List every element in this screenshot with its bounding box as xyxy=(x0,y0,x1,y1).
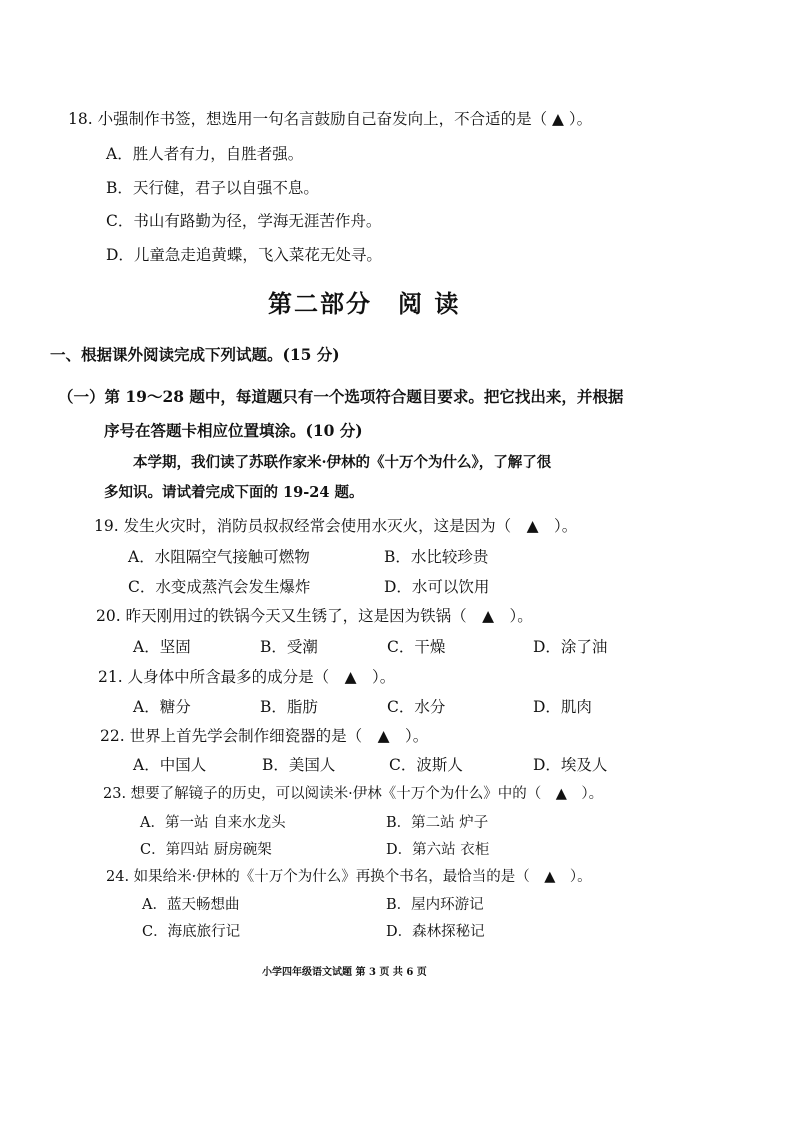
q20-option-d: D．涂了油 xyxy=(533,638,608,656)
q20-stem: 20. 昨天刚用过的铁锅今天又生锈了，这是因为铁锅（ ▲ ）。 xyxy=(96,607,533,625)
q21-option-a: A．糖分 xyxy=(133,698,191,716)
q23-option-c: C．第四站 厨房碗架 xyxy=(140,842,272,858)
q21-stem: 21. 人身体中所含最多的成分是（ ▲ ）。 xyxy=(98,668,396,686)
page-footer: 小学四年级语文试题 第 3 页 共 6 页 xyxy=(262,967,427,978)
q22-stem: 22. 世界上首先学会制作细瓷器的是（ ▲ ）。 xyxy=(100,727,429,745)
q22-option-b: B．美国人 xyxy=(262,756,336,774)
q18-option-d: D．儿童急走追黄蝶，飞入菜花无处寻。 xyxy=(106,246,382,264)
q24-stem: 24. 如果给米·伊林的《十万个为什么》再换个书名，最恰当的是（ ▲ ）。 xyxy=(106,869,592,885)
q20-option-c: C．干燥 xyxy=(387,638,446,656)
q19-option-c: C．水变成蒸汽会发生爆炸 xyxy=(128,578,311,596)
q19-option-a: A．水阻隔空气接触可燃物 xyxy=(128,548,310,566)
subsection-instructions-line2: 序号在答题卡相应位置填涂。(10 分) xyxy=(104,421,363,440)
subsection-instructions-line1: （一）第 19～28 题中，每道题只有一个选项符合题目要求。把它找出来，并根据 xyxy=(58,387,624,406)
q18-option-c: C．书山有路勤为径，学海无涯苦作舟。 xyxy=(106,212,382,230)
q18-option-a: A．胜人者有力，自胜者强。 xyxy=(106,145,304,163)
q22-option-d: D．埃及人 xyxy=(533,756,608,774)
q24-option-d: D．森林探秘记 xyxy=(386,924,485,940)
q24-option-a: A．蓝天畅想曲 xyxy=(142,897,240,913)
q18-stem: 18. 小强制作书签，想选用一句名言鼓励自己奋发向上，不合适的是（ ▲ ）。 xyxy=(68,110,593,128)
q21-option-b: B．脂肪 xyxy=(260,698,318,716)
q22-option-a: A．中国人 xyxy=(133,756,207,774)
q19-option-d: D．水可以饮用 xyxy=(384,578,490,596)
intro-line2: 多知识。请试着完成下面的 19-24 题。 xyxy=(104,484,364,501)
q19-stem: 19. 发生火灾时，消防员叔叔经常会使用水灭火，这是因为（ ▲ ）。 xyxy=(94,517,578,535)
q20-option-a: A．坚固 xyxy=(133,638,191,656)
q23-stem: 23. 想要了解镜子的历史，可以阅读米·伊林《十万个为什么》中的（ ▲ ）。 xyxy=(103,786,604,802)
part-title: 第二部分 阅 读 xyxy=(268,290,461,318)
q20-option-b: B．受潮 xyxy=(260,638,318,656)
q23-option-b: B．第二站 炉子 xyxy=(386,815,489,831)
q21-option-d: D．肌肉 xyxy=(533,698,592,716)
q23-option-d: D．第六站 衣柜 xyxy=(386,842,490,858)
section-heading: 一、根据课外阅读完成下列试题。(15 分) xyxy=(50,345,340,364)
q22-option-c: C．波斯人 xyxy=(389,756,463,774)
q21-option-c: C．水分 xyxy=(387,698,446,716)
q23-option-a: A．第一站 自来水龙头 xyxy=(140,815,286,831)
q18-option-b: B．天行健，君子以自强不息。 xyxy=(106,179,319,197)
q24-option-b: B．屋内环游记 xyxy=(386,897,484,913)
q24-option-c: C．海底旅行记 xyxy=(142,924,241,940)
q19-option-b: B．水比较珍贵 xyxy=(384,548,489,566)
intro-line1: 本学期，我们读了苏联作家米·伊林的《十万个为什么》，了解了很 xyxy=(133,454,552,471)
